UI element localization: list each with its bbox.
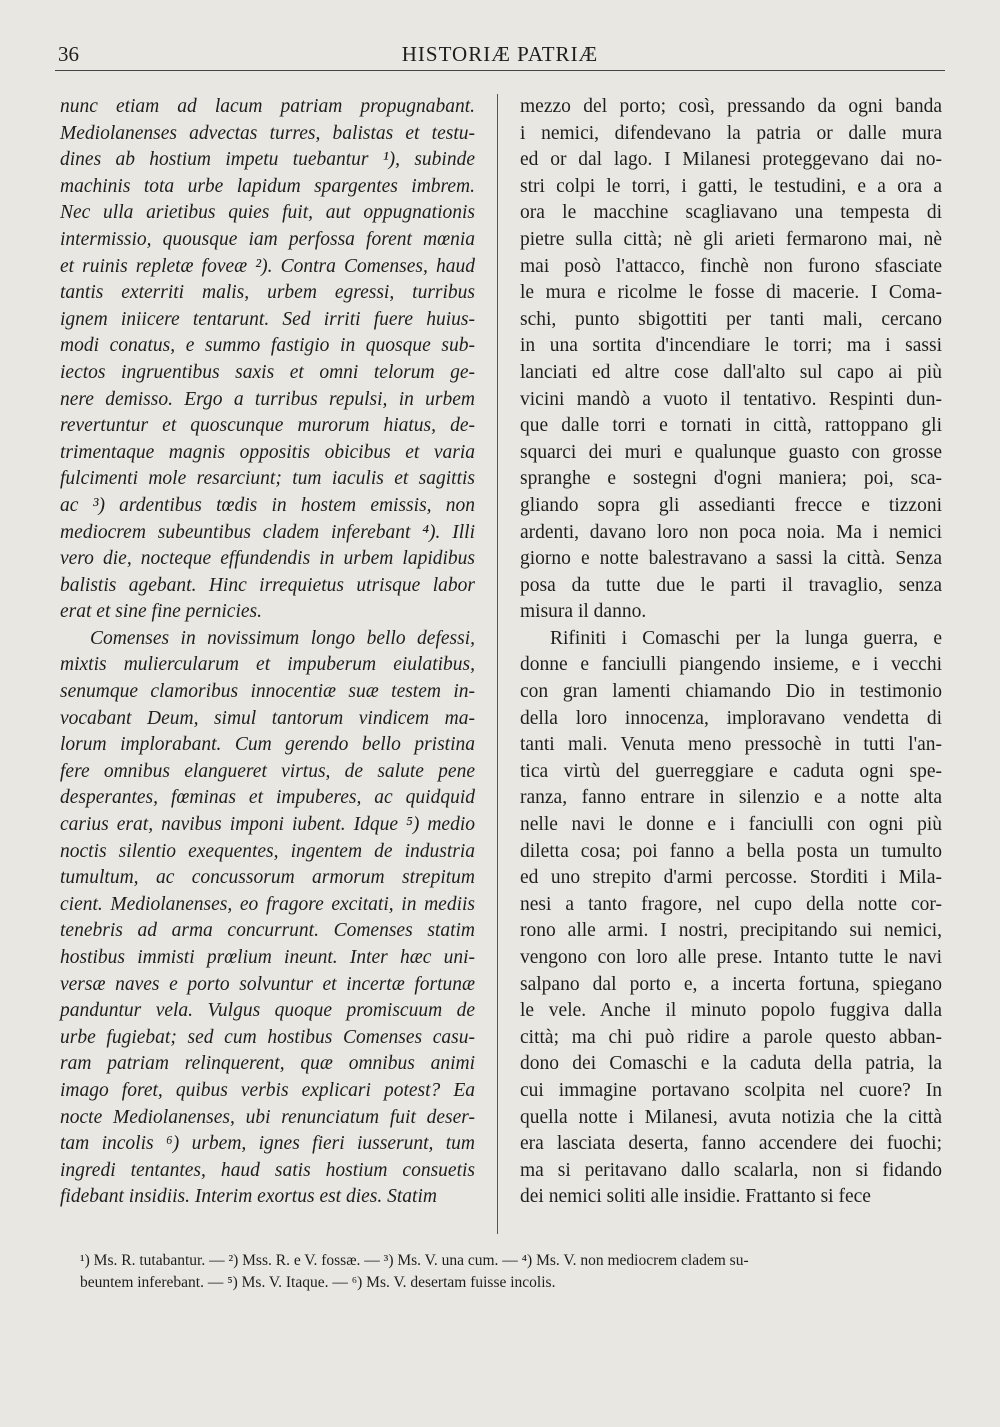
italian-text-line: le mura e ricolme le fosse di macerie. I Coma-	[520, 282, 942, 304]
latin-text-line: tantis exterriti malis, urbem egressi, turribus	[60, 282, 475, 304]
latin-text-line: modi conatus, e summo fastigio in quosque sub-	[60, 335, 475, 357]
footnote-line: beuntem inferebant. — ⁵) Ms. V. Itaque. — ⁶) Ms. V. desertam fuisse incolis.	[80, 1274, 556, 1291]
italian-text-line: con gran lamenti chiamando Dio in testimonio	[520, 681, 942, 703]
latin-text-line: versæ naves e porto solvuntur et incertæ fortunæ	[60, 973, 475, 995]
italian-text-line: misura il danno.	[520, 601, 647, 623]
latin-text-line: et ruinis repletæ foveæ ²). Contra Comenses, haud	[60, 255, 475, 277]
latin-text-line: dines ab hostium impetu tuebantur ¹), subinde	[60, 149, 475, 171]
latin-text-line: mediocrem subeuntibus cladem inferebant ⁴). Illi	[60, 521, 475, 543]
header-rule	[55, 70, 945, 71]
latin-text-line: machinis tota urbe lapidum spargentes imbrem.	[60, 175, 475, 197]
latin-text-line: fere omnibus elangueret virtus, de salute pene	[60, 760, 475, 782]
running-title: HISTORIÆ PATRIÆ	[401, 42, 599, 66]
italian-text-line: era lasciata deserta, fanno accendere dei fuochi;	[520, 1133, 942, 1155]
latin-text-line: Mediolanenses advectas turres, balistas et testu-	[60, 122, 475, 144]
latin-text-line: urbe fugiebat; sed cum hostibus Comenses casu-	[60, 1026, 475, 1048]
latin-text-line: nocte Mediolanenses, ubi renunciatum fuit deser-	[60, 1106, 475, 1128]
latin-text-line: erat et sine fine pernicies.	[60, 601, 262, 623]
italian-text-line: rono alle armi. I nostri, precipitando sui nemici,	[520, 920, 942, 942]
italian-text-line: cui immagine portavano scolpita nel cuore? In	[520, 1079, 942, 1101]
italian-text-line: ardenti, davano loro non poca noia. Ma i nemici	[520, 521, 942, 543]
italian-text-line: quella notte i Milanesi, avuta notizia che la città	[520, 1106, 942, 1128]
latin-text-line: lorum implorabant. Cum gerendo bello pristina	[60, 734, 475, 756]
latin-text-line: hostibus immisti prœlium ineunt. Inter hæc uni-	[60, 947, 475, 968]
latin-text-line: noctis silentio exequentes, ingentem de industria	[60, 840, 475, 862]
latin-text-line: senumque clamoribus innocentiæ suæ testem in-	[60, 681, 475, 703]
latin-text-line: tam incolis ⁶) urbem, ignes fieri iusserunt, tum	[60, 1133, 475, 1155]
latin-text-line: vero die, nocteque effundendis in urbem lapidibus	[60, 548, 475, 570]
italian-text-line: i nemici, difendevano la patria or dalle mura	[520, 122, 942, 144]
latin-text-column	[60, 94, 475, 1234]
footnotes	[80, 1250, 942, 1294]
italian-text-line: squarci dei muri e qualunque guasto con grosse	[520, 441, 942, 463]
italian-text-line: lanciati ed altre cose dall'alto sul capo ai più	[520, 361, 942, 383]
italian-text-line: ma si peritavano dallo scalarla, non si fidando	[520, 1159, 942, 1181]
latin-text-line: tenebris ad arma concurrunt. Comenses statim	[60, 920, 475, 942]
latin-text-line: intermissio, quousque iam perfossa forent mœnia	[60, 228, 475, 250]
italian-text-line: tanti mali. Venuta meno pressochè in tutti l'an-	[520, 734, 942, 756]
italian-text-line: mai posò l'attacco, finchè non furono sfasciate	[520, 255, 942, 277]
italian-text-line: in una sortita d'incendiare le torri; ma i sassi	[520, 335, 942, 357]
italian-text-line: diletta cosa; poi fanno a bella posta un tumulto	[520, 840, 942, 862]
italian-text-line: della loro innocenza, imploravano vendetta di	[520, 707, 942, 729]
latin-text-line: nunc etiam ad lacum patriam propugnabant.	[60, 96, 475, 117]
latin-text-line: imago foret, quibus verbis explicari potest? Ea	[60, 1079, 475, 1101]
italian-text-line: dei nemici soliti alle insidie. Frattanto si fece	[520, 1186, 871, 1208]
latin-text-line: ingredi tentantes, haud satis hostium consuetis	[60, 1159, 475, 1181]
latin-text-line: Nec ulla arietibus quies fuit, aut oppugnationis	[60, 202, 475, 224]
latin-text-line: cient. Mediolanenses, eo fragore excitati, in mediis	[60, 893, 475, 915]
italian-text-line: giorno e notte balestravano a sassi la città. Senza	[520, 548, 942, 570]
italian-text-line: ed or dal lago. I Milanesi proteggevano dai no-	[520, 149, 942, 171]
footnote-line: ¹) Ms. R. tutabantur. — ²) Mss. R. e V. fossæ. — ³) Ms. V. una cum. — ⁴) Ms. V. non mediocrem cladem su-	[80, 1252, 749, 1269]
italian-text-line: vicini mandò a vuoto il tentativo. Respinti dun-	[520, 388, 942, 410]
latin-text-line: revertuntur et quoscunque murorum hiatus, de-	[60, 415, 475, 437]
italian-text-line: gliando sopra gli assedianti frecce e tizzoni	[520, 494, 942, 516]
page-number: 36	[58, 42, 79, 66]
latin-text-line: panduntur vela. Vulgus quoque promiscuum de	[60, 1000, 475, 1022]
italian-text-line: ed uno strepito d'armi percosse. Storditi i Mila-	[520, 867, 942, 889]
italian-text-line: ranza, fanno entrare in silenzio e a notte alta	[520, 787, 942, 809]
italian-text-line: Rifiniti i Comaschi per la lunga guerra, e	[550, 627, 942, 649]
italian-text-line: dono dei Comaschi e la caduta della patria, la	[520, 1053, 942, 1075]
italian-text-line: stri colpi le torri, i gatti, le testudini, e a ora a	[520, 175, 942, 197]
italian-text-line: mezzo del porto; così, pressando da ogni banda	[520, 96, 942, 117]
italian-text-line: ora le macchine scagliavano una tempesta di	[520, 202, 942, 224]
latin-text-line: carius erat, navibus imponi iubent. Idque ⁵) medio	[60, 814, 475, 836]
italian-text-line: schi, punto sbigottiti per tanti mali, cercano	[520, 308, 942, 330]
latin-text-line: vocabant Deum, simul tantorum vindicem ma-	[60, 707, 475, 729]
latin-text-line: ac ³) ardentibus tœdis in hostem emissis, non	[60, 494, 475, 516]
latin-text-line: balistis agebant. Hinc irrequietus utrisque labor	[60, 574, 475, 596]
italian-text-line: le vele. Anche il minuto popolo fuggiva dalla	[520, 1000, 942, 1022]
latin-text-line: fulcimenti mole resarciunt; tum iaculis et sagittis	[60, 468, 475, 490]
italian-text-line: tica virtù del guerreggiare e caduta ogni spe-	[520, 760, 942, 782]
italian-text-line: donne e fanciulli piangendo insieme, e i vecchi	[520, 654, 942, 676]
italian-text-line: vengono con loro alle prese. Intanto tutte le navi	[520, 947, 942, 968]
italian-text-line: nesi a tanto fragore, nel cupo della notte cor-	[520, 893, 942, 915]
latin-text-line: fidebant insidiis. Interim exortus est dies. Statim	[60, 1186, 437, 1208]
italian-text-line: nelle navi le donne e i fanciulli con ogni più	[520, 814, 942, 836]
latin-text-line: ignem iniicere tentarunt. Sed irriti fuere huius-	[60, 308, 475, 330]
latin-text-line: trimentaque magnis oppositis obicibus et varia	[60, 441, 475, 463]
italian-text-column	[520, 94, 942, 1234]
column-divider	[497, 94, 498, 1234]
latin-text-line: ram patriam relinquerent, quæ omnibus animi	[60, 1053, 475, 1075]
italian-text-line: spranghe e sostegni d'ogni maniera; poi, sca-	[520, 468, 942, 490]
italian-text-line: que dalle torri e tornati in città, rattoppano gli	[520, 415, 942, 437]
latin-text-line: mixtis muliercularum et impuberum eiulatibus,	[60, 654, 475, 676]
italian-text-line: città; ma chi può ridire a parole questo abban-	[520, 1026, 942, 1048]
latin-text-line: iectos ingruentibus saxis et omni telorum ge-	[60, 361, 475, 383]
latin-text-line: tumultum, ac concussorum armorum strepitum	[60, 867, 475, 889]
italian-text-line: salpano dal porto e, a incerta fortuna, spiegano	[520, 973, 942, 995]
italian-text-line: pietre sulla città; nè gli arieti fermarono mai, nè	[520, 228, 942, 250]
latin-text-line: Comenses in novissimum longo bello defessi,	[90, 627, 475, 649]
latin-text-line: desperantes, fœminas et impuberes, ac quidquid	[60, 787, 475, 809]
italian-text-line: posa da tutte due le parti il travaglio, senza	[520, 574, 942, 596]
latin-text-line: nere demisso. Ergo a turribus repulsi, in urbem	[60, 388, 475, 410]
